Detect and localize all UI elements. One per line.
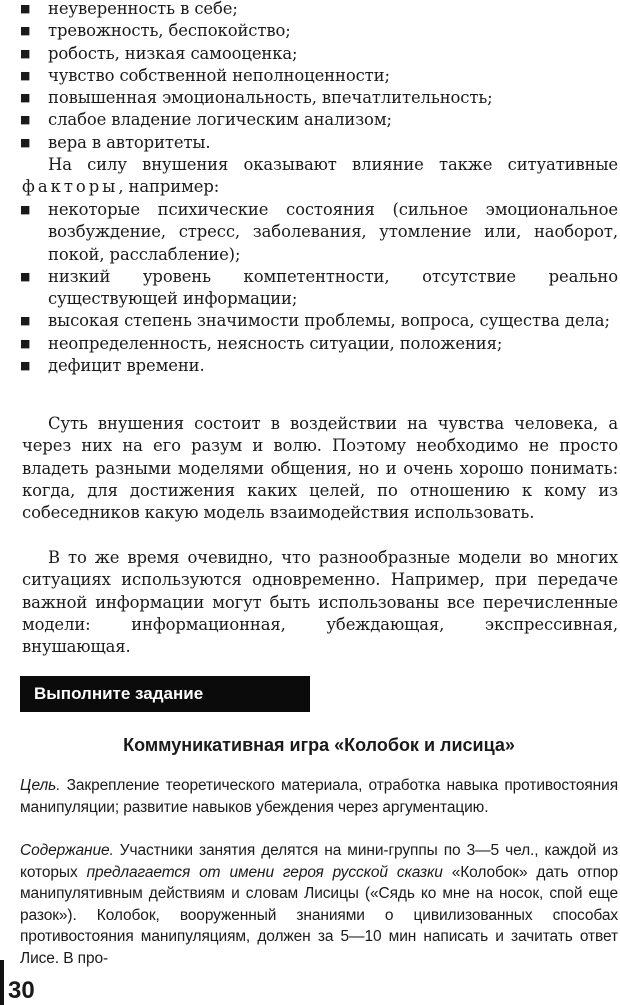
page-number: 30: [8, 977, 35, 1004]
task-banner: Выполните задание: [20, 676, 310, 712]
list-item: ■ повышенная эмоциональность, впечатлительность;: [20, 87, 618, 109]
page-edge-bar: [0, 960, 4, 1005]
list-item: ■ тревожность, беспокойство;: [20, 20, 618, 42]
list-item: ■ слабое владение логическим анализом;: [20, 109, 618, 131]
content-label: Содержание.: [20, 842, 114, 859]
traits-bullet-list: [20, 0, 618, 154]
goal-paragraph: [20, 775, 618, 818]
goal-label: Цель.: [20, 777, 61, 794]
goal-text: Закрепление теоретического материала, отработка навыка противостояния манипуляции; развитие навыков убеждения через аргументацию.: [20, 777, 618, 816]
intro-prefix: На силу внушения оказывают влияние также ситуативные: [48, 155, 618, 174]
factors-spaced-word: факторы: [22, 177, 119, 197]
content-italic: предлагается от имени героя русской сказки: [86, 863, 443, 881]
situational-factors-list: [20, 199, 618, 377]
suggestion-essence-paragraph: Суть внушения состоит в воздействии на чувства человека, а через них на его разум и волю. Поэтому необходимо не просто владеть разными моделями общения, но и очень хорошо понимать: когда, для достижения каких целей, по отношению к кому из собеседников какую модель взаимодействия использовать.: [22, 414, 618, 523]
list-item: ■ дефицит времени.: [20, 355, 618, 377]
models-paragraph: В то же время очевидно, что разнообразные модели во многих ситуациях используются одновременно. Например, при передаче важной информации могут быть использованы все перечисленные модели: информационная, убеждающая, экспрессивная, внушающая.: [22, 548, 618, 657]
list-item: ■ высокая степень значимости проблемы, вопроса, существа дела;: [20, 310, 618, 332]
list-item: ■ неопределенность, неясность ситуации, положения;: [20, 333, 618, 355]
list-item: ■ робость, низкая самооценка;: [20, 43, 618, 65]
content-text-2: «Колобок» дать отпор манипулятивным действиям и словам Лисицы («Сядь ко мне на носок, спой еще разок»). Колобок, вооруженный знаниями о цивилизованных способах противостояния манипуляциям, должен за 5—10 мин написать и зачитать ответ Лисе. В про-: [20, 863, 618, 967]
list-item: ■ неуверенность в себе;: [20, 0, 618, 20]
list-item: ■ вера в авторитеты.: [20, 132, 618, 154]
situational-factors-intro: [22, 154, 618, 199]
list-item: ■ некоторые психические состояния (сильное эмоциональное возбуждение, стресс, заболевания, утомление или, наоборот, покой, расслабление);: [20, 199, 618, 266]
content-text-1: Участники занятия делятся на мини-группы по 3—5 чел., каждой из которых: [20, 842, 618, 881]
game-title: Коммуникативная игра «Колобок и лисица»: [123, 735, 515, 755]
content-paragraph: [20, 840, 618, 969]
list-item: ■ чувство собственной неполноценности;: [20, 65, 618, 87]
intro-suffix: , например:: [118, 177, 220, 197]
list-item: ■ низкий уровень компетентности, отсутствие реально существующей информации;: [20, 266, 618, 311]
